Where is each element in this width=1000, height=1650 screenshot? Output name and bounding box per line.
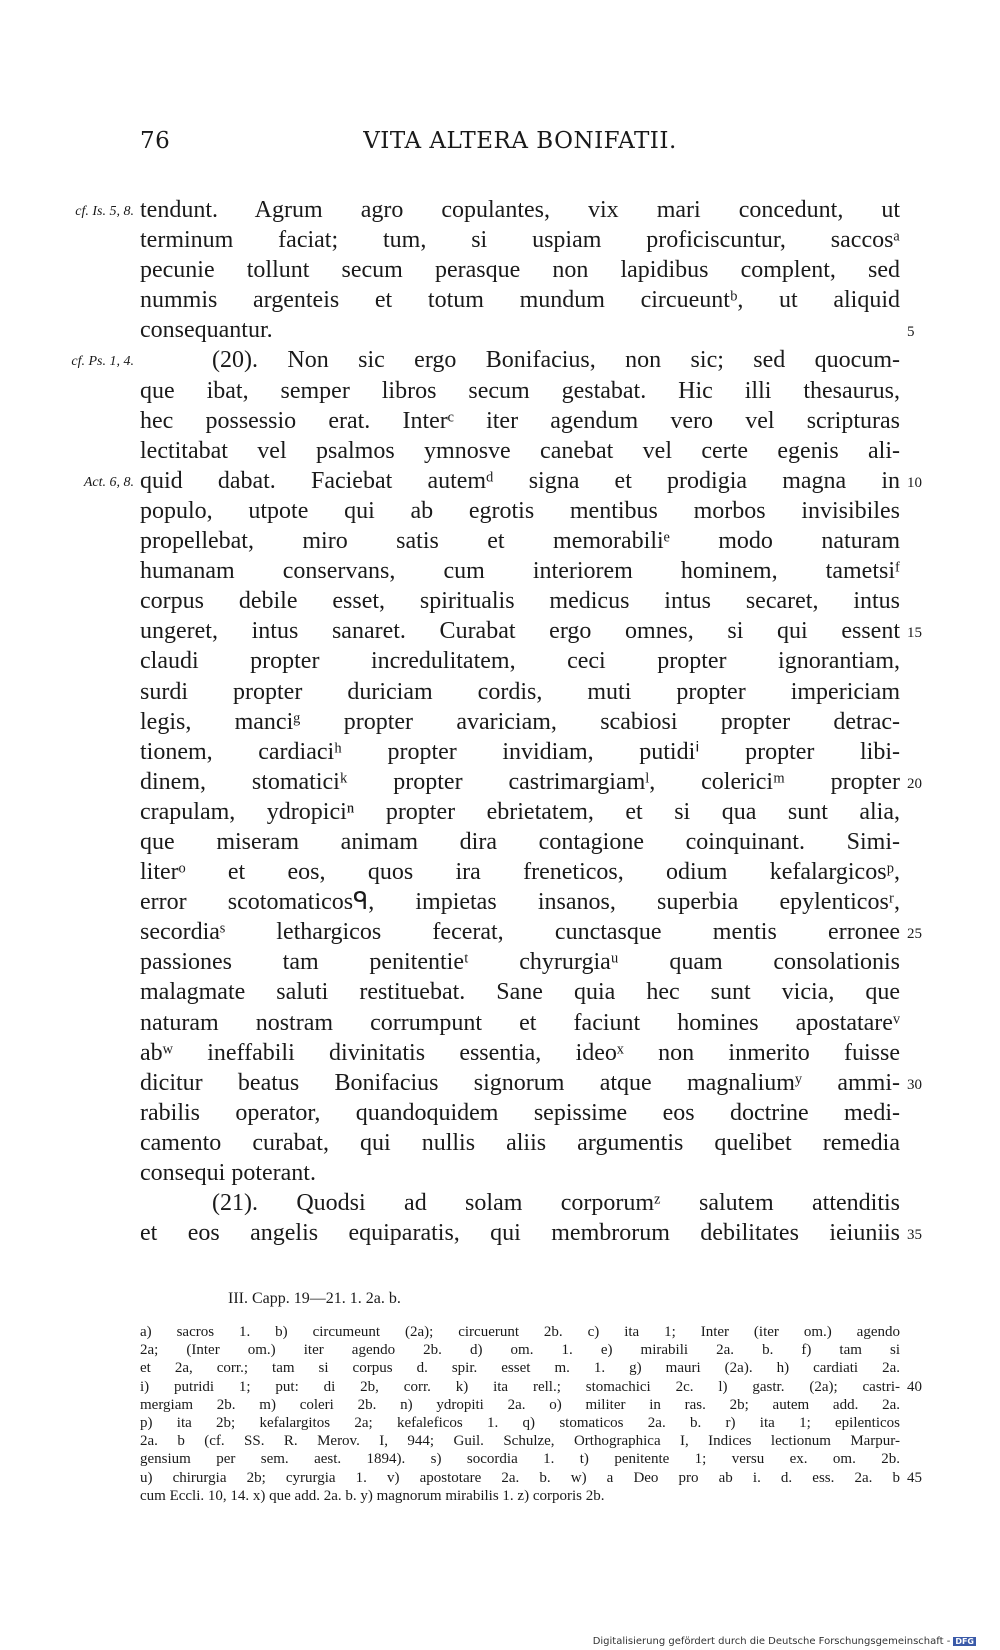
text-line bbox=[0, 827, 1000, 857]
text-line bbox=[0, 1038, 1000, 1068]
line-text: populo, utpote qui ab egrotis mentibus morbos invisibiles bbox=[140, 497, 900, 524]
line-text: crapulam, ydropiciⁿ propter ebrietatem, et si qua sunt alia, bbox=[140, 798, 900, 825]
text-line bbox=[0, 887, 1000, 917]
line-text: humanam conservans, cum interiorem hominem, tametsiᶠ bbox=[140, 558, 900, 585]
line-number: 25 bbox=[907, 926, 922, 943]
line-text: consequi poterant. bbox=[140, 1160, 316, 1186]
footnote-text: u) chirurgia 2b; cyrurgia 1. v) apostotare 2a. b. w) a Deo pro ab i. d. ess. 2a. b bbox=[140, 1469, 900, 1486]
footnote-text: 2a; (Inter om.) iter agendo 2b. d) om. 1. e) mirabili 2a. b. f) tam si bbox=[140, 1342, 900, 1359]
text-line bbox=[0, 1068, 1000, 1098]
credit-text: Digitalisierung gefördert durch die Deutsche Forschungsgemeinschaft - bbox=[592, 1636, 951, 1647]
line-text: abʷ ineffabili divinitatis essentia, ideoˣ non inmerito fuisse bbox=[140, 1039, 900, 1066]
text-line bbox=[0, 977, 1000, 1007]
text-line bbox=[0, 436, 1000, 466]
line-text: que miseram animam dira contagione coinquinant. Simi- bbox=[140, 828, 900, 855]
line-text: hec possessio erat. Interᶜ iter agendum vero vel scripturas bbox=[140, 407, 900, 434]
line-text: literᵒ et eos, quos ira freneticos, odium kefalargicosᵖ, bbox=[140, 859, 900, 886]
footnote-line bbox=[0, 1432, 1000, 1450]
text-line bbox=[0, 586, 1000, 616]
footnote-heading: III. Capp. 19—21. 1. 2a. b. bbox=[228, 1290, 401, 1307]
line-text: error scotomaticosᑫ, impietas insanos, superbia epylenticosʳ, bbox=[140, 889, 900, 916]
line-number: 35 bbox=[907, 1227, 922, 1244]
text-line bbox=[0, 406, 1000, 436]
text-line bbox=[0, 1218, 1000, 1248]
footnote-line bbox=[0, 1450, 1000, 1468]
text-line bbox=[0, 1158, 1000, 1188]
text-line bbox=[0, 797, 1000, 827]
line-text: surdi propter duriciam cordis, muti propter impericiam bbox=[140, 678, 900, 705]
marginal-reference: cf. Is. 5, 8. bbox=[75, 204, 134, 219]
text-line bbox=[0, 345, 1000, 375]
text-line bbox=[0, 767, 1000, 797]
line-text: et eos angelis equiparatis, qui membrorum debilitates ieiuniis bbox=[140, 1220, 900, 1247]
line-text: lectitabat vel psalmos ymnosve canebat vel certe egenis ali- bbox=[140, 437, 900, 464]
text-line bbox=[0, 677, 1000, 707]
text-line bbox=[0, 255, 1000, 285]
line-number: 20 bbox=[907, 775, 922, 792]
footnote-line bbox=[0, 1396, 1000, 1414]
footnote-line bbox=[0, 1414, 1000, 1432]
footnote-line bbox=[0, 1323, 1000, 1341]
text-line bbox=[0, 707, 1000, 737]
line-text: ungeret, intus sanaret. Curabat ergo omnes, si qui essent bbox=[140, 618, 900, 645]
text-line bbox=[0, 947, 1000, 977]
line-text: quid dabat. Faciebat autemᵈ signa et prodigia magna in bbox=[140, 467, 900, 494]
footnote-text: 2a. b (cf. SS. R. Merov. I, 944; Guil. Schulze, Orthographica I, Indices lectionum Marpur- bbox=[140, 1433, 900, 1450]
line-text: consequantur. bbox=[140, 317, 273, 344]
line-text: (21). Quodsi ad solam corporumᶻ salutem attenditis bbox=[212, 1190, 900, 1217]
page-header bbox=[140, 128, 900, 164]
text-line bbox=[0, 1098, 1000, 1128]
text-line bbox=[0, 737, 1000, 767]
text-line bbox=[0, 315, 1000, 345]
footnote-text: i) putridi 1; put: di 2b, corr. k) ita rell.; stomachici 2c. l) gastr. (2a); castri- bbox=[140, 1378, 900, 1395]
line-text: naturam nostram corrumpunt et faciunt homines apostatareᵛ bbox=[140, 1009, 900, 1036]
line-text: pecunie tollunt secum perasque non lapidibus complent, sed bbox=[140, 257, 900, 284]
line-text: legis, manciᵍ propter avariciam, scabiosi propter detrac- bbox=[140, 708, 900, 735]
line-text: que ibat, semper libros secum gestabat. Hic illi thesaurus, bbox=[140, 377, 900, 404]
footnote-text: a) sacros 1. b) circumeunt (2a); circuerunt 2b. c) ita 1; Inter (iter om.) agendo bbox=[140, 1324, 900, 1340]
footnote-text: cum Eccli. 10, 14. x) que add. 2a. b. y) magnorum mirabilis 1. z) corporis 2b. bbox=[140, 1487, 605, 1504]
line-number: 10 bbox=[907, 474, 922, 491]
line-text: tionem, cardiaciʰ propter invidiam, putidiⁱ propter libi- bbox=[140, 738, 900, 765]
main-text bbox=[0, 195, 1000, 1248]
text-line bbox=[0, 225, 1000, 255]
text-line bbox=[0, 526, 1000, 556]
footnote-line bbox=[0, 1341, 1000, 1359]
line-text: secordiaˢ lethargicos fecerat, cunctasque mentis erronee bbox=[140, 919, 900, 946]
line-text: propellebat, miro satis et memorabiliᵉ modo naturam bbox=[140, 528, 900, 555]
footnote-text: et 2a, corr.; tam si corpus d. spir. esset m. 1. g) mauri (2a). h) cardiati 2a. bbox=[140, 1360, 900, 1377]
line-text: dinem, stomaticiᵏ propter castrimargiamˡ, colericiᵐ propter bbox=[140, 768, 900, 795]
running-title: VITA ALTERA BONIFATII. bbox=[363, 128, 677, 154]
footnote-line bbox=[0, 1469, 1000, 1487]
text-line bbox=[0, 857, 1000, 887]
line-number: 5 bbox=[907, 324, 915, 341]
text-line bbox=[0, 376, 1000, 406]
footnote-text: mergiam 2b. m) coleri 2b. n) ydropiti 2a. o) militer in ras. 2b; autem add. 2a. bbox=[140, 1396, 900, 1413]
text-line bbox=[0, 496, 1000, 526]
text-line bbox=[0, 646, 1000, 676]
line-text: passiones tam penitentieᵗ chyrurgiaᵘ quam consolationis bbox=[140, 949, 900, 976]
text-line bbox=[0, 556, 1000, 586]
marginal-reference: Act. 6, 8. bbox=[83, 474, 134, 490]
line-text: malagmate saluti restituebat. Sane quia hec sunt vicia, que bbox=[140, 979, 900, 1006]
text-line bbox=[0, 466, 1000, 496]
footnote-line-number: 45 bbox=[907, 1469, 922, 1486]
text-line bbox=[0, 616, 1000, 646]
page-number: 76 bbox=[140, 128, 171, 154]
marginal-reference: cf. Ps. 1, 4. bbox=[71, 354, 134, 370]
text-line bbox=[0, 1188, 1000, 1218]
footnote-text: p) ita 2b; kefalargitos 2a; kefaleficos 1. q) stomaticos 2a. b. r) ita 1; epilenticos bbox=[140, 1414, 900, 1431]
line-text: dicitur beatus Bonifacius signorum atque magnaliumʸ ammi- bbox=[140, 1069, 900, 1096]
text-line bbox=[0, 1128, 1000, 1158]
text-line bbox=[0, 195, 1000, 225]
footnote-line bbox=[0, 1359, 1000, 1377]
line-text: camento curabat, qui nullis aliis argumentis quelibet remedia bbox=[140, 1129, 900, 1156]
footnote-line bbox=[0, 1378, 1000, 1396]
line-number: 30 bbox=[907, 1076, 922, 1093]
line-text: tendunt. Agrum agro copulantes, vix mari concedunt, ut bbox=[140, 197, 900, 223]
line-text: claudi propter incredulitatem, ceci propter ignorantiam, bbox=[140, 648, 900, 675]
text-line bbox=[0, 285, 1000, 315]
line-text: terminum faciat; tum, si uspiam proficiscuntur, saccosᵃ bbox=[140, 227, 900, 254]
line-text: corpus debile esset, spiritualis medicus intus secaret, intus bbox=[140, 588, 900, 615]
footnote-text: gensium per sem. aest. 1894). s) socordia 1. t) penitente 1; versu ex. om. 2b. bbox=[140, 1451, 900, 1468]
line-text: nummis argenteis et totum mundum circueuntᵇ, ut aliquid bbox=[140, 287, 900, 314]
text-line bbox=[0, 917, 1000, 947]
footnote-line bbox=[0, 1487, 1000, 1505]
footnote-line-number: 40 bbox=[907, 1378, 922, 1395]
line-text: (20). Non sic ergo Bonifacius, non sic; sed quocum- bbox=[212, 347, 900, 374]
dfg-logo: DFG bbox=[955, 1636, 974, 1646]
line-text: rabilis operator, quandoquidem sepissime eos doctrine medi- bbox=[140, 1099, 900, 1126]
digitization-credit bbox=[593, 1636, 976, 1647]
text-line bbox=[0, 1008, 1000, 1038]
line-number: 15 bbox=[907, 625, 922, 642]
footnotes bbox=[0, 1323, 1000, 1505]
